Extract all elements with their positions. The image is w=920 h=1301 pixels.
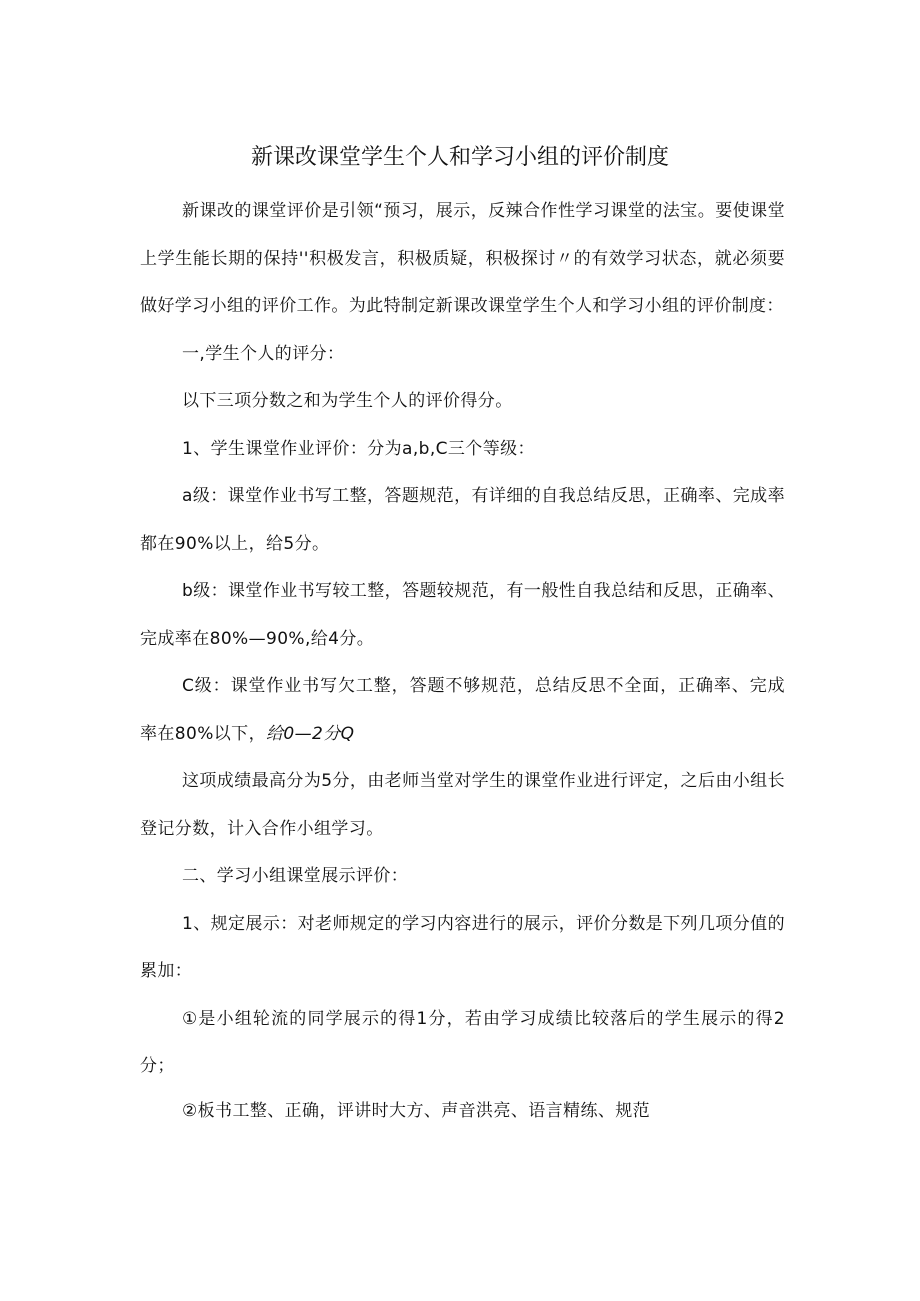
grade-a-paragraph: a级：课堂作业书写工整，答题规范，有详细的自我总结反思，正确率、完成率都在90%以上，给5分。 <box>140 486 785 554</box>
document-body <box>140 188 785 1131</box>
section-one-summary: 以下三项分数之和为学生个人的评价得分。 <box>182 391 513 411</box>
document-title: 新课改课堂学生个人和学习小组的评价制度 <box>250 145 669 170</box>
item-two-paragraph: ②板书工整、正确，评讲时大方、声音洪亮、语言精练、规范 <box>182 1100 651 1121</box>
grade-b-paragraph: b级：课堂作业书写较工整，答题较规范，有一般性自我总结和反思，正确率、完成率在80%—90%,给4分。 <box>140 581 785 649</box>
max-score-paragraph: 这项成绩最高分为5分，由老师当堂对学生的课堂作业进行评定，之后由小组长登记分数，计入合作小组学习。 <box>140 771 785 839</box>
intro-paragraph: 新课改的课堂评价是引领“预习，展示，反辣合作性学习课堂的法宝。要使课堂上学生能长期的保持''积极发言，积极质疑，积极探讨〃的有效学习状态，就必须要做好学习小组的评价工作。为此特制定新课改课堂学生个人和学习小组的评价制度： <box>140 201 785 316</box>
homework-evaluation-heading: 1、学生课堂作业评价：分为a,b,C三个等级： <box>182 438 535 459</box>
grade-c-paragraph <box>140 663 785 758</box>
required-display-paragraph: 1、规定展示：对老师规定的学习内容进行的展示，评价分数是下列几项分值的累加： <box>140 913 785 981</box>
section-two-heading: 二、学习小组课堂展示评价： <box>182 866 409 886</box>
grade-c-score: 给0—2分Q <box>266 723 355 744</box>
item-one-paragraph: ①是小组轮流的同学展示的得1分，若由学习成绩比较落后的学生展示的得2分； <box>140 1008 785 1076</box>
section-one-heading: 一,学生个人的评分： <box>182 343 345 364</box>
grade-c-text: C级：课堂作业书写欠工整，答题不够规范，总结反思不全面，正确率、完成率在80%以下， <box>140 676 785 744</box>
